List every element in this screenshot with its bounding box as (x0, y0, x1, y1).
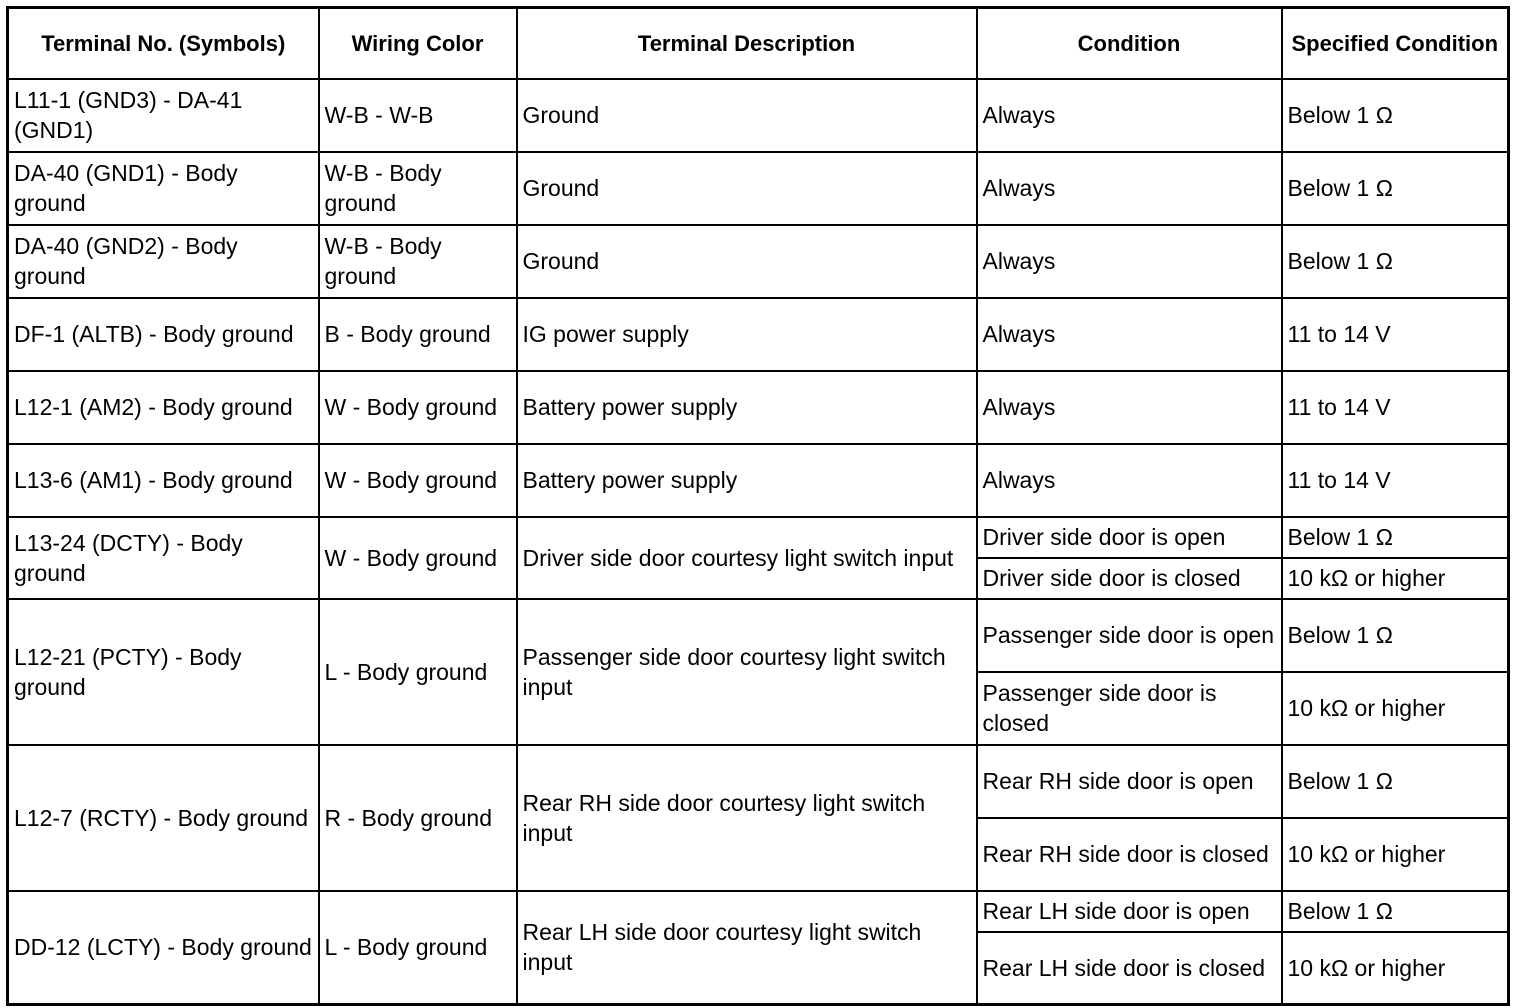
specified-cell: 11 to 14 V (1282, 371, 1509, 444)
condition-cell: Always (977, 152, 1282, 225)
description-cell: Ground (517, 225, 977, 298)
terminal-cell: DA-40 (GND1) - Body ground (8, 152, 319, 225)
specified-cell: Below 1 Ω (1282, 79, 1509, 152)
header-specified-condition: Specified Condition (1282, 8, 1509, 79)
table-row (8, 225, 1509, 298)
header-terminal: Terminal No. (Symbols) (8, 8, 319, 79)
condition-cell: Passenger side door is closed (977, 672, 1282, 745)
specified-cell: 11 to 14 V (1282, 444, 1509, 517)
condition-cell: Always (977, 298, 1282, 371)
terminal-cell: L11-1 (GND3) - DA-41 (GND1) (8, 79, 319, 152)
terminal-cell: DF-1 (ALTB) - Body ground (8, 298, 319, 371)
specified-cell: Below 1 Ω (1282, 599, 1509, 672)
wiring-cell: W - Body ground (319, 371, 517, 444)
wiring-cell: R - Body ground (319, 745, 517, 891)
specified-cell: 10 kΩ or higher (1282, 672, 1509, 745)
description-cell: IG power supply (517, 298, 977, 371)
description-cell: Rear RH side door courtesy light switch input (517, 745, 977, 891)
header-wiring-color: Wiring Color (319, 8, 517, 79)
wiring-cell: W-B - Body ground (319, 225, 517, 298)
wiring-cell: B - Body ground (319, 298, 517, 371)
terminal-spec-table (6, 6, 1510, 1006)
table-row (8, 891, 1509, 932)
table-row (8, 79, 1509, 152)
specified-cell: 10 kΩ or higher (1282, 932, 1509, 1005)
description-cell: Driver side door courtesy light switch input (517, 517, 977, 599)
header-terminal-description: Terminal Description (517, 8, 977, 79)
terminal-cell: L12-1 (AM2) - Body ground (8, 371, 319, 444)
terminal-cell: L12-21 (PCTY) - Body ground (8, 599, 319, 745)
header-condition: Condition (977, 8, 1282, 79)
terminal-cell: L13-6 (AM1) - Body ground (8, 444, 319, 517)
wiring-cell: W-B - W-B (319, 79, 517, 152)
wiring-cell: L - Body ground (319, 599, 517, 745)
header-row (8, 8, 1509, 79)
description-cell: Ground (517, 79, 977, 152)
table-row (8, 517, 1509, 558)
wiring-cell: W - Body ground (319, 517, 517, 599)
terminal-cell: L12-7 (RCTY) - Body ground (8, 745, 319, 891)
condition-cell: Rear LH side door is closed (977, 932, 1282, 1005)
table-row (8, 371, 1509, 444)
condition-cell: Passenger side door is open (977, 599, 1282, 672)
wiring-cell: W - Body ground (319, 444, 517, 517)
terminal-cell: DA-40 (GND2) - Body ground (8, 225, 319, 298)
specified-cell: Below 1 Ω (1282, 517, 1509, 558)
terminal-cell: L13-24 (DCTY) - Body ground (8, 517, 319, 599)
table-row (8, 599, 1509, 672)
condition-cell: Driver side door is closed (977, 558, 1282, 599)
description-cell: Rear LH side door courtesy light switch input (517, 891, 977, 1005)
description-cell: Passenger side door courtesy light switch input (517, 599, 977, 745)
table-row (8, 444, 1509, 517)
specified-cell: 10 kΩ or higher (1282, 818, 1509, 891)
specified-cell: 11 to 14 V (1282, 298, 1509, 371)
wiring-cell: W-B - Body ground (319, 152, 517, 225)
condition-cell: Always (977, 225, 1282, 298)
condition-cell: Rear RH side door is open (977, 745, 1282, 818)
description-cell: Battery power supply (517, 444, 977, 517)
description-cell: Ground (517, 152, 977, 225)
condition-cell: Rear LH side door is open (977, 891, 1282, 932)
condition-cell: Always (977, 371, 1282, 444)
table-row (8, 152, 1509, 225)
specified-cell: 10 kΩ or higher (1282, 558, 1509, 599)
specified-cell: Below 1 Ω (1282, 891, 1509, 932)
condition-cell: Driver side door is open (977, 517, 1282, 558)
specified-cell: Below 1 Ω (1282, 745, 1509, 818)
terminal-cell: DD-12 (LCTY) - Body ground (8, 891, 319, 1005)
table-row (8, 298, 1509, 371)
table-row (8, 745, 1509, 818)
specified-cell: Below 1 Ω (1282, 152, 1509, 225)
wiring-cell: L - Body ground (319, 891, 517, 1005)
description-cell: Battery power supply (517, 371, 977, 444)
condition-cell: Rear RH side door is closed (977, 818, 1282, 891)
condition-cell: Always (977, 444, 1282, 517)
condition-cell: Always (977, 79, 1282, 152)
specified-cell: Below 1 Ω (1282, 225, 1509, 298)
